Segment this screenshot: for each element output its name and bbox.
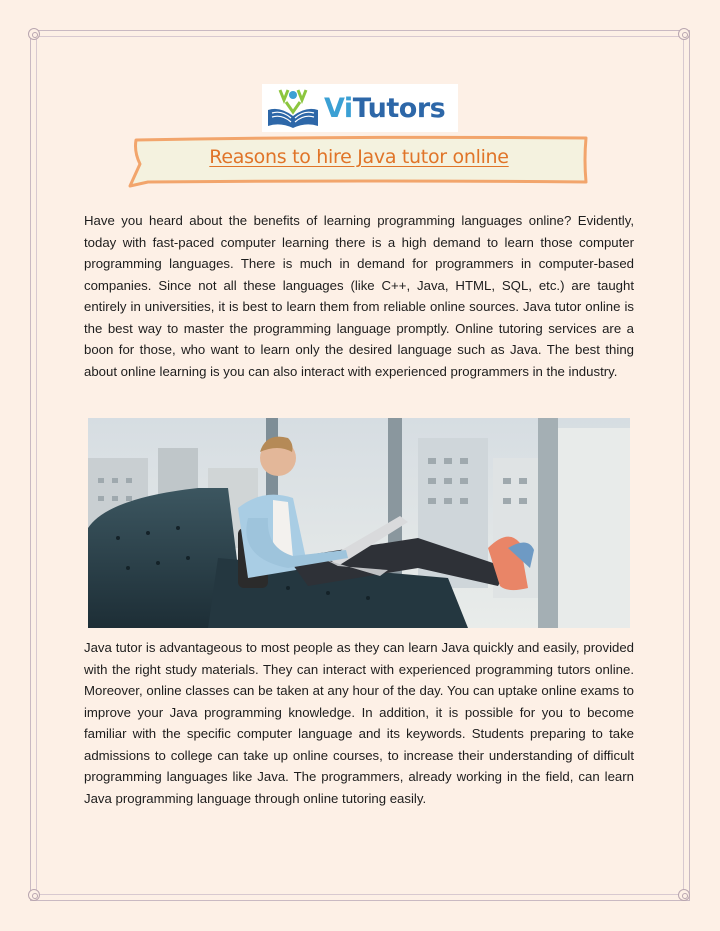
page-title: Reasons to hire Java tutor online — [209, 146, 509, 168]
benefits-paragraph: Java tutor is advantageous to most people as they can learn Java quickly and easily, provided with the right study materials. They can interact with experienced programming tutors online. Moreover, online classes can be taken at any hour of the day. You can uptake online exams to improve your Java programming knowledge. In addition, it is possible for you to become familiar with the specific computer language and its keywords. Students preparing to take admissions to college can take up online courses, to increase their understanding of difficult programming languages like Java. The programmers, already working in the field, can learn Java programming language through online tutoring easily. — [84, 640, 634, 806]
photo-illustration — [88, 418, 630, 628]
document-page — [38, 38, 680, 891]
photo-man-with-laptop — [88, 418, 630, 628]
book-person-icon — [264, 86, 322, 130]
brand-logo — [262, 84, 458, 132]
brand-wordmark: ViTutors — [324, 92, 446, 124]
intro-paragraph: Have you heard about the benefits of learning programming languages online? Evidently, today with fast-paced computer learning there is a high demand to learn those computer programming languages. There is much in demand for programmers in computer-based companies. Since not all these languages (like C++, Java, HTML, SQL, etc.) are taught entirely in universities, it is best to learn them from reliable online sources. Java tutor online is the best way to master the programming language promptly. Online tutoring services are a boon for those, who want to learn only the desired language such as Java. The best thing about online learning is you can also interact with experienced programmers in the industry. — [84, 213, 634, 379]
title-banner — [128, 134, 590, 190]
